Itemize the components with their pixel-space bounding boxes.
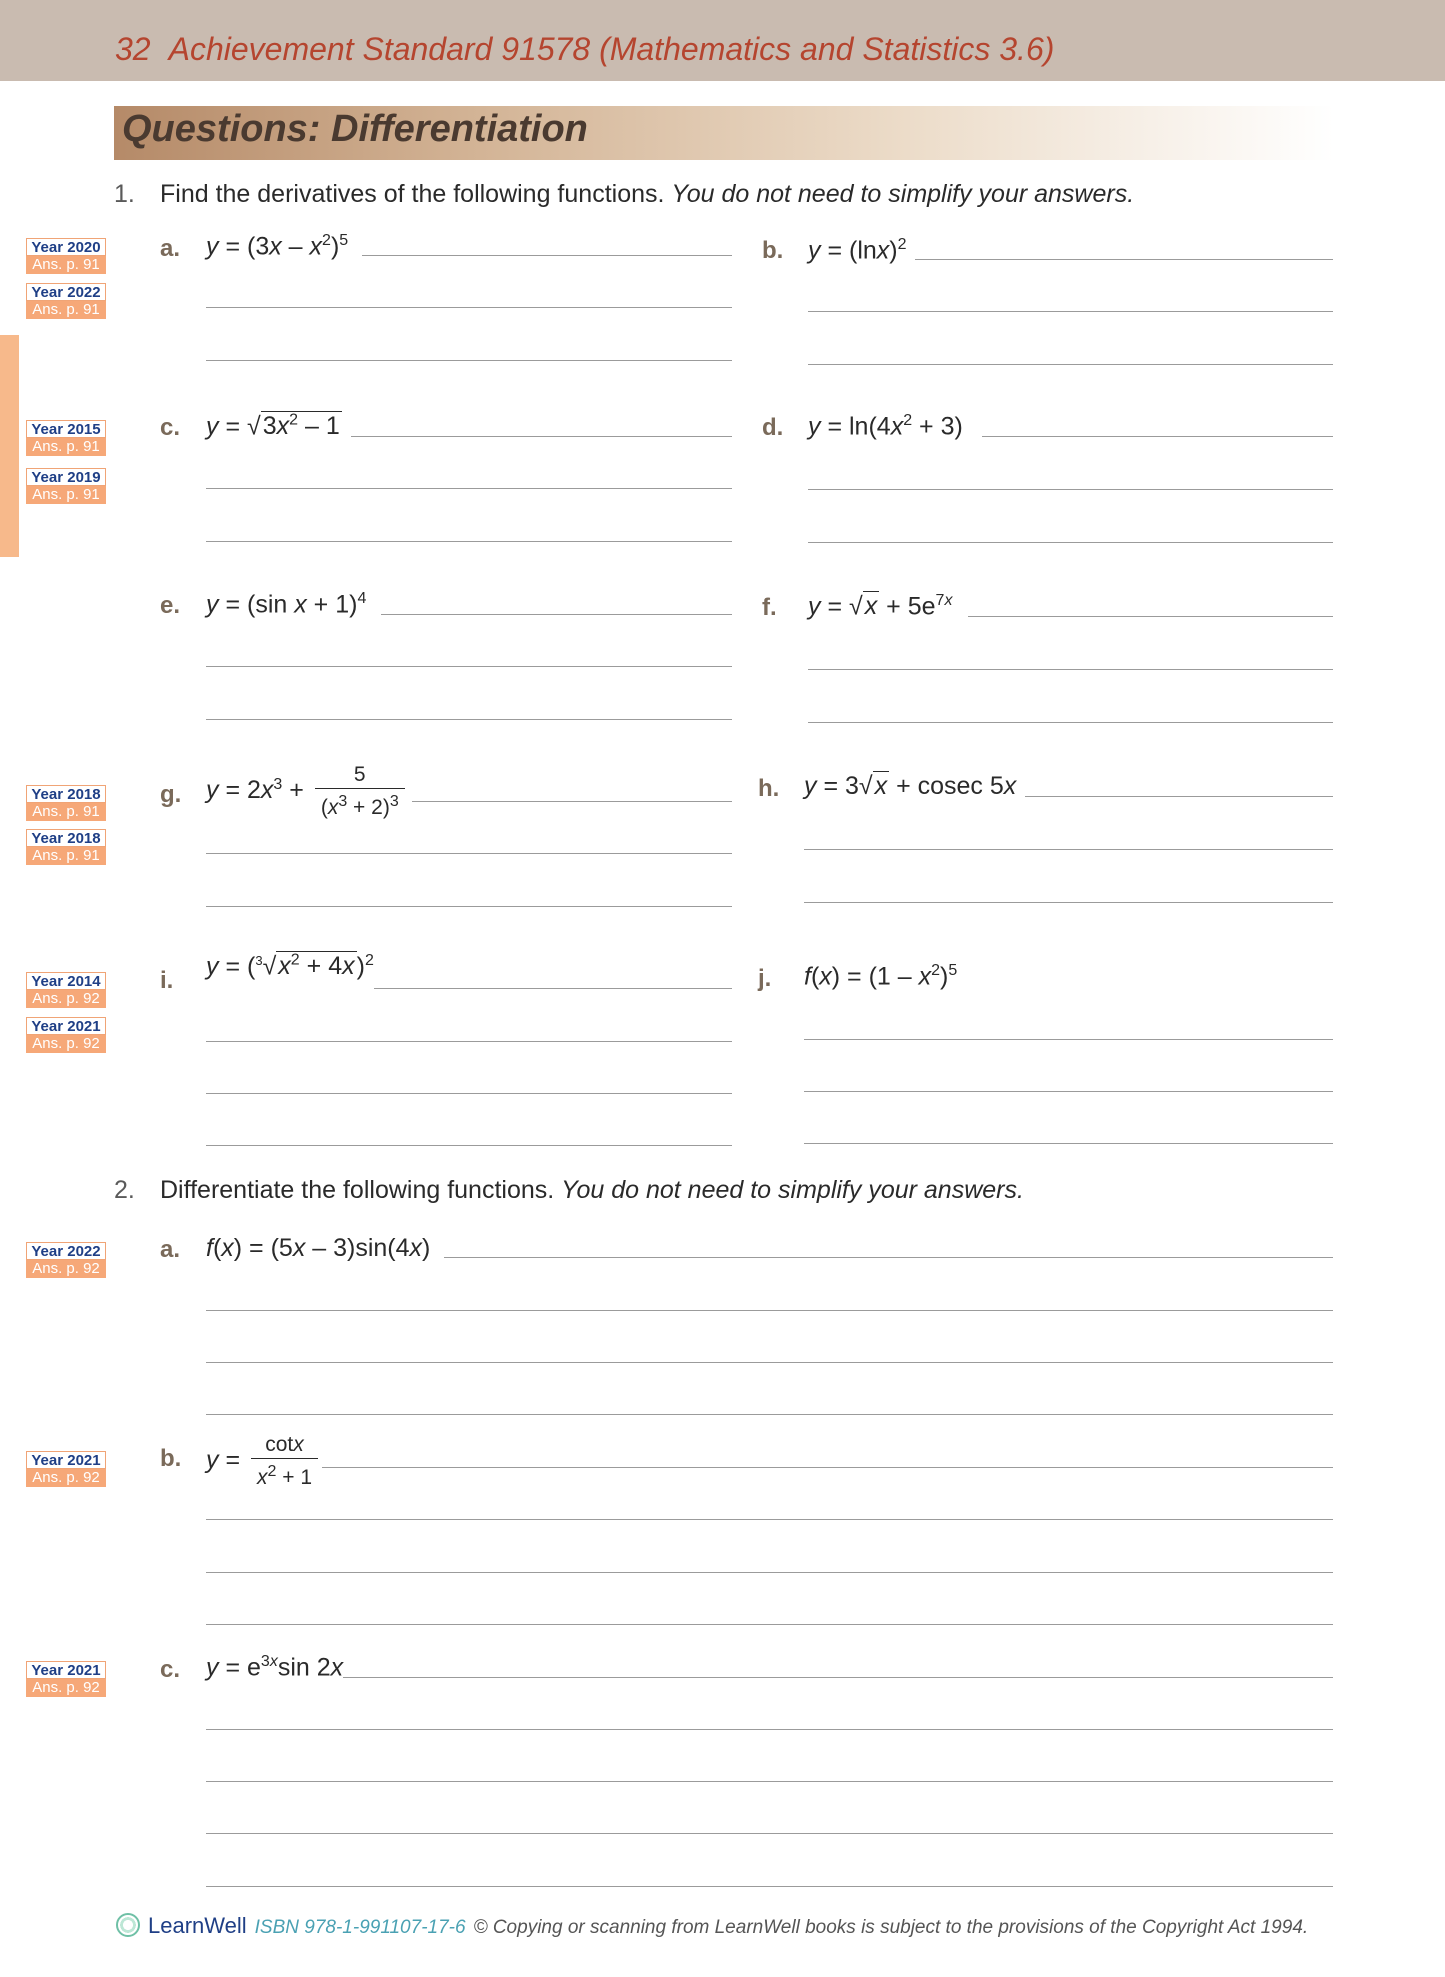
tag-answer-page: Ans. p. 91 — [26, 486, 106, 504]
answer-line[interactable] — [206, 307, 732, 308]
part-label: b. — [160, 1445, 182, 1472]
tag-answer-page: Ans. p. 92 — [26, 1035, 106, 1053]
answer-line[interactable] — [374, 988, 732, 989]
copyright-notice: © Copying or scanning from LearnWell books is subject to the provisions of the Copyright Act 1994. — [473, 1917, 1309, 1938]
tag-year: Year 2022 — [26, 283, 106, 301]
year-tag — [26, 829, 106, 866]
answer-line[interactable] — [982, 436, 1333, 437]
part-label: h. — [758, 775, 780, 802]
expression-1j: $f(x) = (1 - x^2)^5$ — [804, 962, 958, 991]
tag-answer-page: Ans. p. 91 — [26, 803, 106, 821]
tag-answer-page: Ans. p. 92 — [26, 1679, 106, 1697]
tag-answer-page: Ans. p. 92 — [26, 990, 106, 1008]
year-tag — [26, 972, 106, 1009]
expression-2b: y = $\frac{\cot x}{x^2 + 1}$ — [206, 1432, 322, 1491]
tag-answer-page: Ans. p. 91 — [26, 847, 106, 865]
answer-line[interactable] — [206, 1519, 1333, 1520]
tag-answer-page: Ans. p. 92 — [26, 1469, 106, 1487]
tag-year: Year 2021 — [26, 1661, 106, 1679]
tag-year: Year 2018 — [26, 785, 106, 803]
answer-line[interactable] — [1025, 796, 1333, 797]
section-title: Questions: Differentiation — [122, 108, 588, 150]
answer-line[interactable] — [804, 1143, 1333, 1144]
part-label: c. — [160, 414, 181, 441]
answer-line[interactable] — [206, 906, 732, 907]
q2-instruction-italic: You do not need to simplify your answers. — [561, 1176, 1024, 1204]
expression-1a: $y = (3x - x^2)^5$ — [206, 232, 349, 261]
answer-line[interactable] — [412, 801, 732, 802]
expression-1i: $y = (^3√x^2 + 4x)^2$ — [206, 952, 374, 981]
isbn: ISBN 978-1-991107-17-6 — [254, 1917, 466, 1938]
answer-line[interactable] — [206, 853, 732, 854]
answer-line[interactable] — [206, 1145, 732, 1146]
question-2-instruction — [160, 1176, 1024, 1205]
expression-2a: f(x) = (5x – 3)sin(4x) — [206, 1234, 431, 1262]
answer-line[interactable] — [915, 259, 1333, 260]
answer-line[interactable] — [206, 1572, 1333, 1573]
answer-line[interactable] — [322, 1467, 1333, 1468]
year-tag — [26, 283, 106, 320]
expression-1h: y = 3√x + cosec 5x — [804, 772, 1017, 800]
header-title — [115, 31, 1054, 68]
answer-line[interactable] — [444, 1257, 1333, 1258]
expression-1g: $y = 2x^3$ + $\frac{5}{(x^3 + 2)^3}$ — [206, 762, 409, 821]
year-tag — [26, 785, 106, 822]
answer-line[interactable] — [206, 541, 732, 542]
answer-line[interactable] — [808, 542, 1333, 543]
year-tag — [26, 468, 106, 505]
part-label: j. — [758, 965, 772, 992]
answer-line[interactable] — [206, 1886, 1333, 1887]
answer-line[interactable] — [968, 616, 1333, 617]
q1-instruction-text: Find the derivatives of the following functions. — [160, 180, 665, 208]
answer-line[interactable] — [808, 489, 1333, 490]
year-tag — [26, 1451, 106, 1488]
answer-line[interactable] — [804, 849, 1333, 850]
question-1-number: 1. — [114, 180, 135, 208]
tag-year: Year 2022 — [26, 1242, 106, 1260]
q2-instruction-text: Differentiate the following functions. — [160, 1176, 555, 1204]
question-1-instruction — [160, 180, 1134, 209]
answer-line[interactable] — [206, 719, 732, 720]
answer-line[interactable] — [206, 1414, 1333, 1415]
part-label: c. — [160, 1656, 181, 1683]
tag-answer-page: Ans. p. 92 — [26, 1260, 106, 1278]
answer-line[interactable] — [808, 722, 1333, 723]
answer-line[interactable] — [362, 255, 732, 256]
answer-line[interactable] — [206, 1833, 1333, 1834]
answer-line[interactable] — [206, 488, 732, 489]
tag-year: Year 2021 — [26, 1017, 106, 1035]
answer-line[interactable] — [206, 1781, 1333, 1782]
answer-line[interactable] — [808, 669, 1333, 670]
part-label: a. — [160, 235, 181, 262]
part-label: g. — [160, 781, 182, 808]
expression-1b: $y = (\ln x)^2$ — [808, 236, 907, 265]
tag-answer-page: Ans. p. 91 — [26, 256, 106, 274]
year-tag — [26, 1661, 106, 1698]
tag-year: Year 2015 — [26, 420, 106, 438]
year-tag — [26, 1017, 106, 1054]
page-number: 32 — [115, 31, 151, 67]
answer-line[interactable] — [804, 1091, 1333, 1092]
tag-year: Year 2019 — [26, 468, 106, 486]
expression-1e: y = (sin x + 1)$^4$ — [206, 590, 367, 619]
answer-line[interactable] — [206, 1310, 1333, 1311]
part-label: i. — [160, 967, 174, 994]
answer-line[interactable] — [804, 902, 1333, 903]
expression-1d: $y = \ln(4x^2 + 3)$ — [808, 412, 963, 441]
answer-line[interactable] — [206, 1093, 732, 1094]
year-tag — [26, 238, 106, 275]
answer-line[interactable] — [206, 1041, 732, 1042]
brand-name: LearnWell — [148, 1913, 247, 1938]
answer-line[interactable] — [381, 614, 732, 615]
expression-2c: $y = e^{3x}\sin$ 2x — [206, 1653, 344, 1682]
part-label: f. — [762, 594, 777, 621]
answer-line[interactable] — [206, 666, 732, 667]
answer-line[interactable] — [351, 436, 732, 437]
part-label: d. — [762, 414, 784, 441]
expression-1c: $y = √3x^2 - 1$ — [206, 412, 340, 441]
tag-year: Year 2014 — [26, 972, 106, 990]
question-2-number: 2. — [114, 1176, 135, 1204]
answer-line[interactable] — [804, 1039, 1333, 1040]
answer-line[interactable] — [206, 1624, 1333, 1625]
answer-line[interactable] — [206, 1362, 1333, 1363]
answer-line[interactable] — [206, 360, 732, 361]
part-label: a. — [160, 1236, 181, 1263]
year-tag — [26, 1242, 106, 1279]
year-tag — [26, 420, 106, 457]
answer-line[interactable] — [808, 311, 1333, 312]
answer-line[interactable] — [343, 1677, 1333, 1678]
part-label: b. — [762, 237, 784, 264]
page-footer — [116, 1913, 1308, 1939]
answer-line[interactable] — [206, 1729, 1333, 1730]
standard-title: Achievement Standard 91578 (Mathematics and Statistics 3.6) — [168, 31, 1055, 67]
q1-instruction-italic: You do not need to simplify your answers. — [671, 180, 1135, 208]
tag-answer-page: Ans. p. 91 — [26, 438, 106, 456]
side-accent-bar — [0, 335, 19, 557]
tag-answer-page: Ans. p. 91 — [26, 301, 106, 319]
answer-line[interactable] — [808, 364, 1333, 365]
part-label: e. — [160, 592, 181, 619]
tag-year: Year 2018 — [26, 829, 106, 847]
tag-year: Year 2021 — [26, 1451, 106, 1469]
learnwell-logo-icon — [116, 1913, 140, 1937]
tag-year: Year 2020 — [26, 238, 106, 256]
expression-1f: $y = √x + 5e^{7x}$ — [808, 592, 953, 621]
